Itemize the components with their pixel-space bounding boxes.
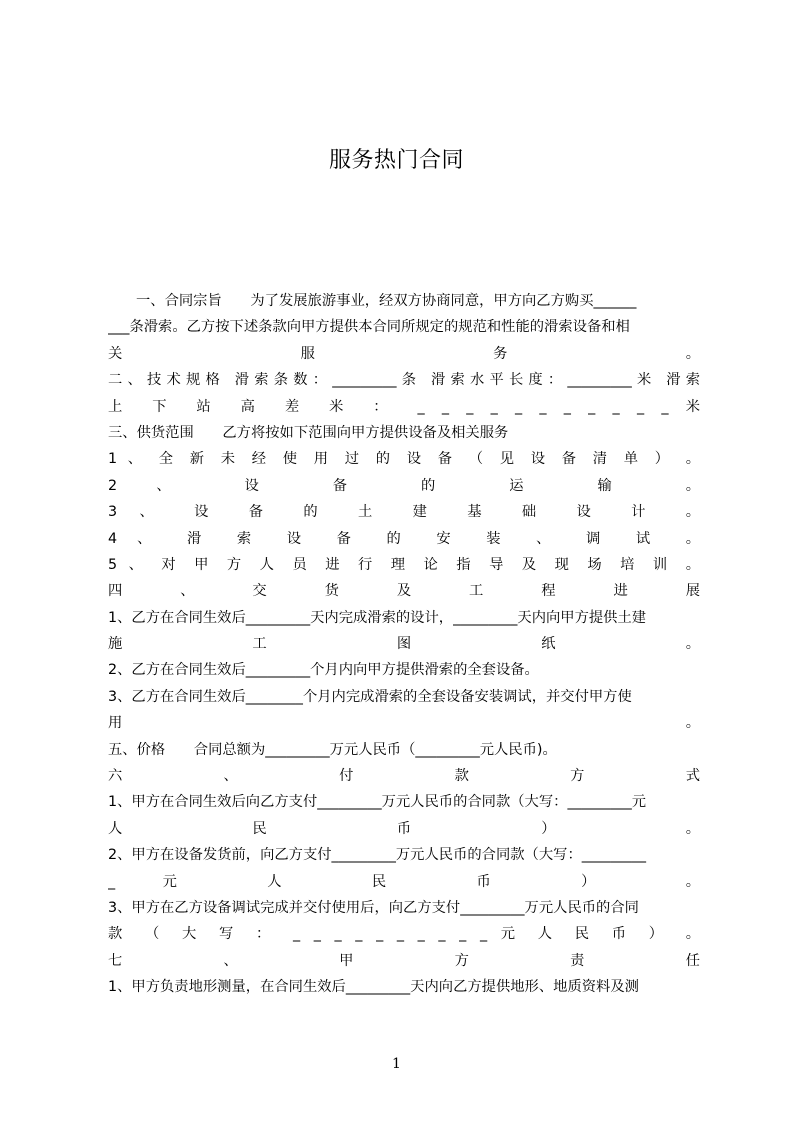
text-line: 5 、 对 甲 方 人 员 进 行 理 论 指 导 及 现 场 培 训 。 <box>108 556 700 573</box>
text-line: 二、技术规格 滑索条数：_________条 滑索水平长度：_________米 滑索 <box>108 372 700 389</box>
text-line: 七 、 甲 方 责 任 <box>108 952 700 969</box>
text-line: 3、甲方在乙方设备调试完成并交付使用后，向乙方支付_________万元人民币的合同 <box>108 899 639 916</box>
text-line: 六 、 付 款 方 式 <box>108 768 700 785</box>
text-line: 4 、 滑 索 设 备 的 安 装 、 调 试 。 <box>108 530 700 547</box>
text-line: 1 、 全 新 未 经 使 用 过 的 设 备 （ 见 设 备 清 单 ） 。 <box>108 451 700 468</box>
text-line: 一、合同宗旨 为了发展旅游事业，经双方协商同意，甲方向乙方购买______ <box>136 293 637 309</box>
document-body <box>108 288 700 1001</box>
text-line: ___条滑索。乙方按下述条款向甲方提供本合同所规定的规范和性能的滑索设备和相 <box>108 319 630 336</box>
document-title: 服务热门合同 <box>328 148 464 173</box>
page-number: 1 <box>392 1056 401 1072</box>
text-line: 2 、 设 备 的 运 输 。 <box>108 477 700 494</box>
text-line: 用 。 <box>108 715 700 732</box>
text-line: 2、乙方在合同生效后_________个月内向甲方提供滑索的全套设备。 <box>108 662 539 679</box>
text-line: 三、供货范围 乙方将按如下范围向甲方提供设备及相关服务 <box>108 424 509 441</box>
text-line: 2、甲方在设备发货前，向乙方支付_________万元人民币的合同款（大写：_________ <box>108 847 647 864</box>
text-line: 四 、 交 货 及 工 程 进 展 <box>108 583 700 600</box>
text-line: 人 民 币 ） 。 <box>108 820 700 837</box>
text-line: 上 下 站 高 差 米 ： _ _ _ _ _ _ _ _ _ _ _ 米 <box>108 398 700 415</box>
text-line: 1、甲方在合同生效后向乙方支付_________万元人民币的合同款（大写：_________元 <box>108 794 647 811</box>
text-line: 施 工 图 纸 。 <box>108 636 700 653</box>
text-line: 款 （ 大 写 ： _ _ _ _ _ _ _ _ _ _ 元 人 民 币 ） 。 <box>108 926 700 943</box>
text-line: 关 服 务 。 <box>108 345 700 362</box>
text-line: 3 、 设 备 的 土 建 基 础 设 计 。 <box>108 504 700 521</box>
text-line: _ 元 人 民 币 ） 。 <box>108 873 700 890</box>
text-line: 3、乙方在合同生效后________个月内完成滑索的全套设备安装调试，并交付甲方使 <box>108 688 632 705</box>
text-line: 1、乙方在合同生效后_________天内完成滑索的设计，_________天内向甲方提供土建 <box>108 609 647 626</box>
text-line: 五、价格 合同总额为_________万元人民币（_________元人民币)。 <box>108 741 557 758</box>
text-line: 1、甲方负责地形测量，在合同生效后_________天内向乙方提供地形、地质资料及测 <box>108 979 639 996</box>
